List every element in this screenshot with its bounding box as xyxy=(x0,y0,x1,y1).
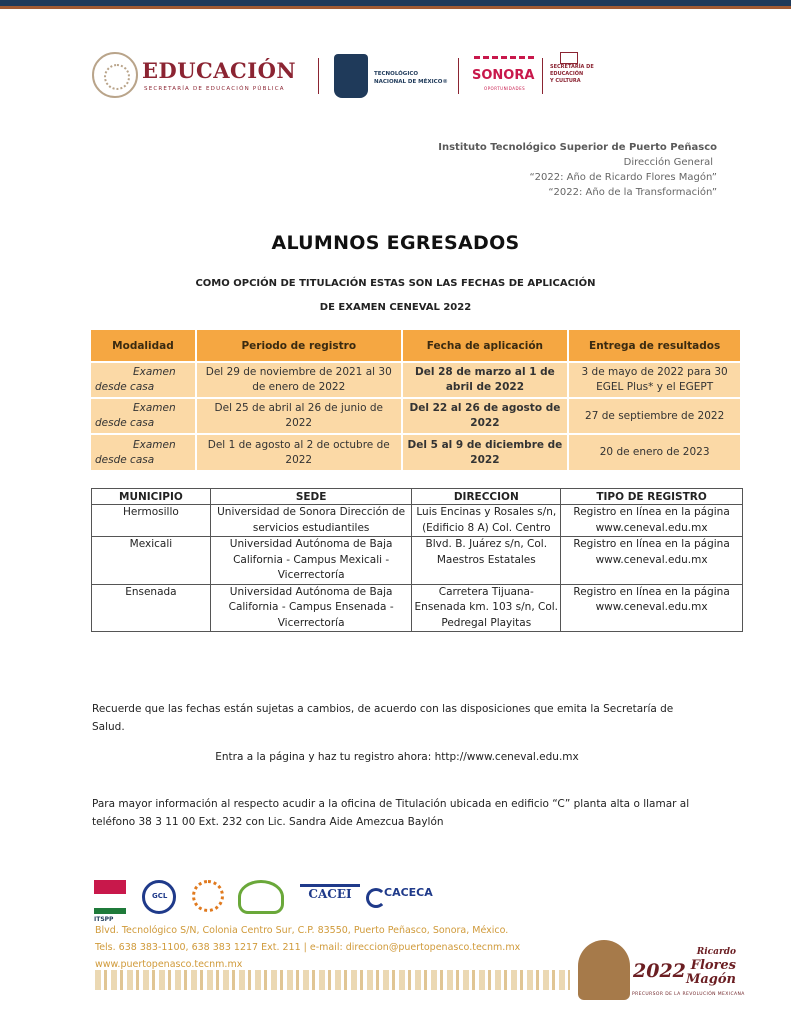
cell-sede: Universidad Autónoma de Baja California - Campus Mexicali - Vicerrectoría xyxy=(210,537,412,585)
dates-disclaimer: Recuerde que las fechas están sujetas a cambios, de acuerdo con las disposiciones que emita la Secretaría de Salud. xyxy=(92,703,674,733)
cacei-logo: CACEI xyxy=(300,884,360,912)
page-subtitle-1: COMO OPCIÓN DE TITULACIÓN ESTAS SON LAS FECHAS DE APLICACIÓN xyxy=(195,278,596,289)
table-row xyxy=(92,584,743,632)
cell-modalidad: Examen desde casa xyxy=(91,434,196,470)
cell-fecha: Del 22 al 26 de agosto de 2022 xyxy=(402,398,569,434)
logo-divider xyxy=(458,58,459,94)
commemoration-name: Ricardo Flores Magón xyxy=(685,947,736,987)
header-tipo-registro: TIPO DE REGISTRO xyxy=(561,489,743,505)
table-row xyxy=(91,398,741,434)
itspp-logo-icon xyxy=(94,880,126,914)
table-header-row xyxy=(91,330,741,362)
commemoration-subtitle: PRECURSOR DE LA REVOLUCIÓN MEXICANA xyxy=(632,992,745,997)
institution-motto-1: “2022: Año de Ricardo Flores Magón” xyxy=(529,172,717,183)
sec-logo-text: SECRETARÍA DE EDUCACIÓN Y CULTURA xyxy=(550,64,594,84)
cell-entrega: 3 de mayo de 2022 para 30 EGEL Plus* y el EGEPT xyxy=(568,362,741,398)
contact-info: Para mayor información al respecto acudir a la oficina de Titulación ubicada en edificio “C” planta alta o llamar al teléfono 38 3 11 00 Ext. 232 con Lic. Sandra Aide Amezcua Baylón xyxy=(92,798,690,828)
footer-website: www.puertopenasco.tecnm.mx xyxy=(95,959,243,970)
institution-name: Instituto Tecnológico Superior de Puerto Peñasco xyxy=(438,142,717,153)
cell-entrega: 20 de enero de 2023 xyxy=(568,434,741,470)
gcl-logo-text: GCL xyxy=(152,892,168,900)
logo-divider xyxy=(542,58,543,94)
cell-fecha: Del 5 al 9 de diciembre de 2022 xyxy=(402,434,569,470)
footer-contact-line: Tels. 638 383-1100, 638 383 1217 Ext. 211 | e-mail: direccion@puertopenasco.tecnm.mx xyxy=(95,942,521,953)
header-direccion: DIRECCION xyxy=(412,489,561,505)
cell-tipo-registro: Registro en línea en la página www.ceneval.edu.mx xyxy=(561,537,743,585)
institution-motto-2: “2022: Año de la Transformación” xyxy=(548,187,717,198)
cell-municipio: Mexicali xyxy=(92,537,211,585)
cell-municipio: Ensenada xyxy=(92,584,211,632)
caceca-logo: CACECA xyxy=(366,886,442,910)
header-fecha: Fecha de aplicación xyxy=(402,330,569,362)
institution-dept: Dirección General xyxy=(623,157,713,168)
footer-address xyxy=(95,922,520,973)
header-entrega: Entrega de resultados xyxy=(568,330,741,362)
table-row xyxy=(91,362,741,398)
table-header-row xyxy=(92,489,743,505)
cell-direccion: Luis Encinas y Rosales s/n, (Edificio 8 A) Col. Centro xyxy=(412,505,561,537)
sep-logo-text: EDUCACIÓN xyxy=(142,58,297,83)
top-accent-bar xyxy=(0,6,791,9)
sec-logo-icon xyxy=(560,52,578,64)
cell-direccion: Blvd. B. Juárez s/n, Col. Maestros Estatales xyxy=(412,537,561,585)
cell-periodo: Del 1 de agosto al 2 de octubre de 2022 xyxy=(196,434,402,470)
header-logos xyxy=(92,52,612,108)
page-title: ALUMNOS EGRESADOS xyxy=(271,232,520,254)
cell-periodo: Del 25 de abril al 26 de junio de 2022 xyxy=(196,398,402,434)
itspp-logo-text: ITSPP xyxy=(94,916,114,923)
plastic-free-logo-icon xyxy=(238,880,284,914)
commemoration-year: 2022 xyxy=(633,960,686,982)
table-row xyxy=(92,537,743,585)
institution-header xyxy=(438,140,717,200)
table-row xyxy=(92,505,743,537)
cell-sede: Universidad Autónoma de Baja California - Campus Ensenada - Vicerrectoría xyxy=(210,584,412,632)
registration-cta: Entra a la página y haz tu registro ahora: http://www.ceneval.edu.mx xyxy=(215,751,579,763)
table-row xyxy=(91,434,741,470)
cell-modalidad: Examen desde casa xyxy=(91,398,196,434)
cell-tipo-registro: Registro en línea en la página www.ceneval.edu.mx xyxy=(561,505,743,537)
cell-fecha: Del 28 de marzo al 1 de abril de 2022 xyxy=(402,362,569,398)
cell-direccion: Carretera Tijuana-Ensenada km. 103 s/n, Col. Pedregal Playitas xyxy=(412,584,561,632)
cell-periodo: Del 29 de noviembre de 2021 al 30 de enero de 2022 xyxy=(196,362,402,398)
cell-entrega: 27 de septiembre de 2022 xyxy=(568,398,741,434)
footer-address-line: Blvd. Tecnológico S/N, Colonia Centro Sur, C.P. 83550, Puerto Peñasco, Sonora, México. xyxy=(95,925,509,936)
cell-sede: Universidad de Sonora Dirección de servicios estudiantiles xyxy=(210,505,412,537)
sep-logo-subtitle: SECRETARÍA DE EDUCACIÓN PÚBLICA xyxy=(144,86,285,92)
page-subtitle-2: DE EXAMEN CENEVAL 2022 xyxy=(319,302,472,313)
sonora-logo-text: SONORA xyxy=(472,68,535,83)
flores-magon-portrait-icon xyxy=(578,940,630,1000)
exam-dates-table xyxy=(91,330,742,470)
accreditation-logos xyxy=(94,880,454,923)
tecnm-logo-text: TECNOLÓGICO NACIONAL DE MÉXICO® xyxy=(374,71,448,85)
header-municipio: MUNICIPIO xyxy=(92,489,211,505)
cell-modalidad: Examen desde casa xyxy=(91,362,196,398)
header-periodo: Periodo de registro xyxy=(196,330,402,362)
cell-municipio: Hermosillo xyxy=(92,505,211,537)
sonora-logo-subtitle: OPORTUNIDADES xyxy=(484,86,526,91)
sedes-table xyxy=(91,488,743,632)
tecnm-logo-icon xyxy=(334,54,368,98)
cell-tipo-registro: Registro en línea en la página www.ceneval.edu.mx xyxy=(561,584,743,632)
header-sede: SEDE xyxy=(210,489,412,505)
header-modalidad: Modalidad xyxy=(91,330,196,362)
mexico-seal-icon xyxy=(92,52,138,98)
logo-divider xyxy=(318,58,319,94)
ring-logo-icon xyxy=(192,880,224,912)
footer-decorative-border xyxy=(95,970,570,990)
